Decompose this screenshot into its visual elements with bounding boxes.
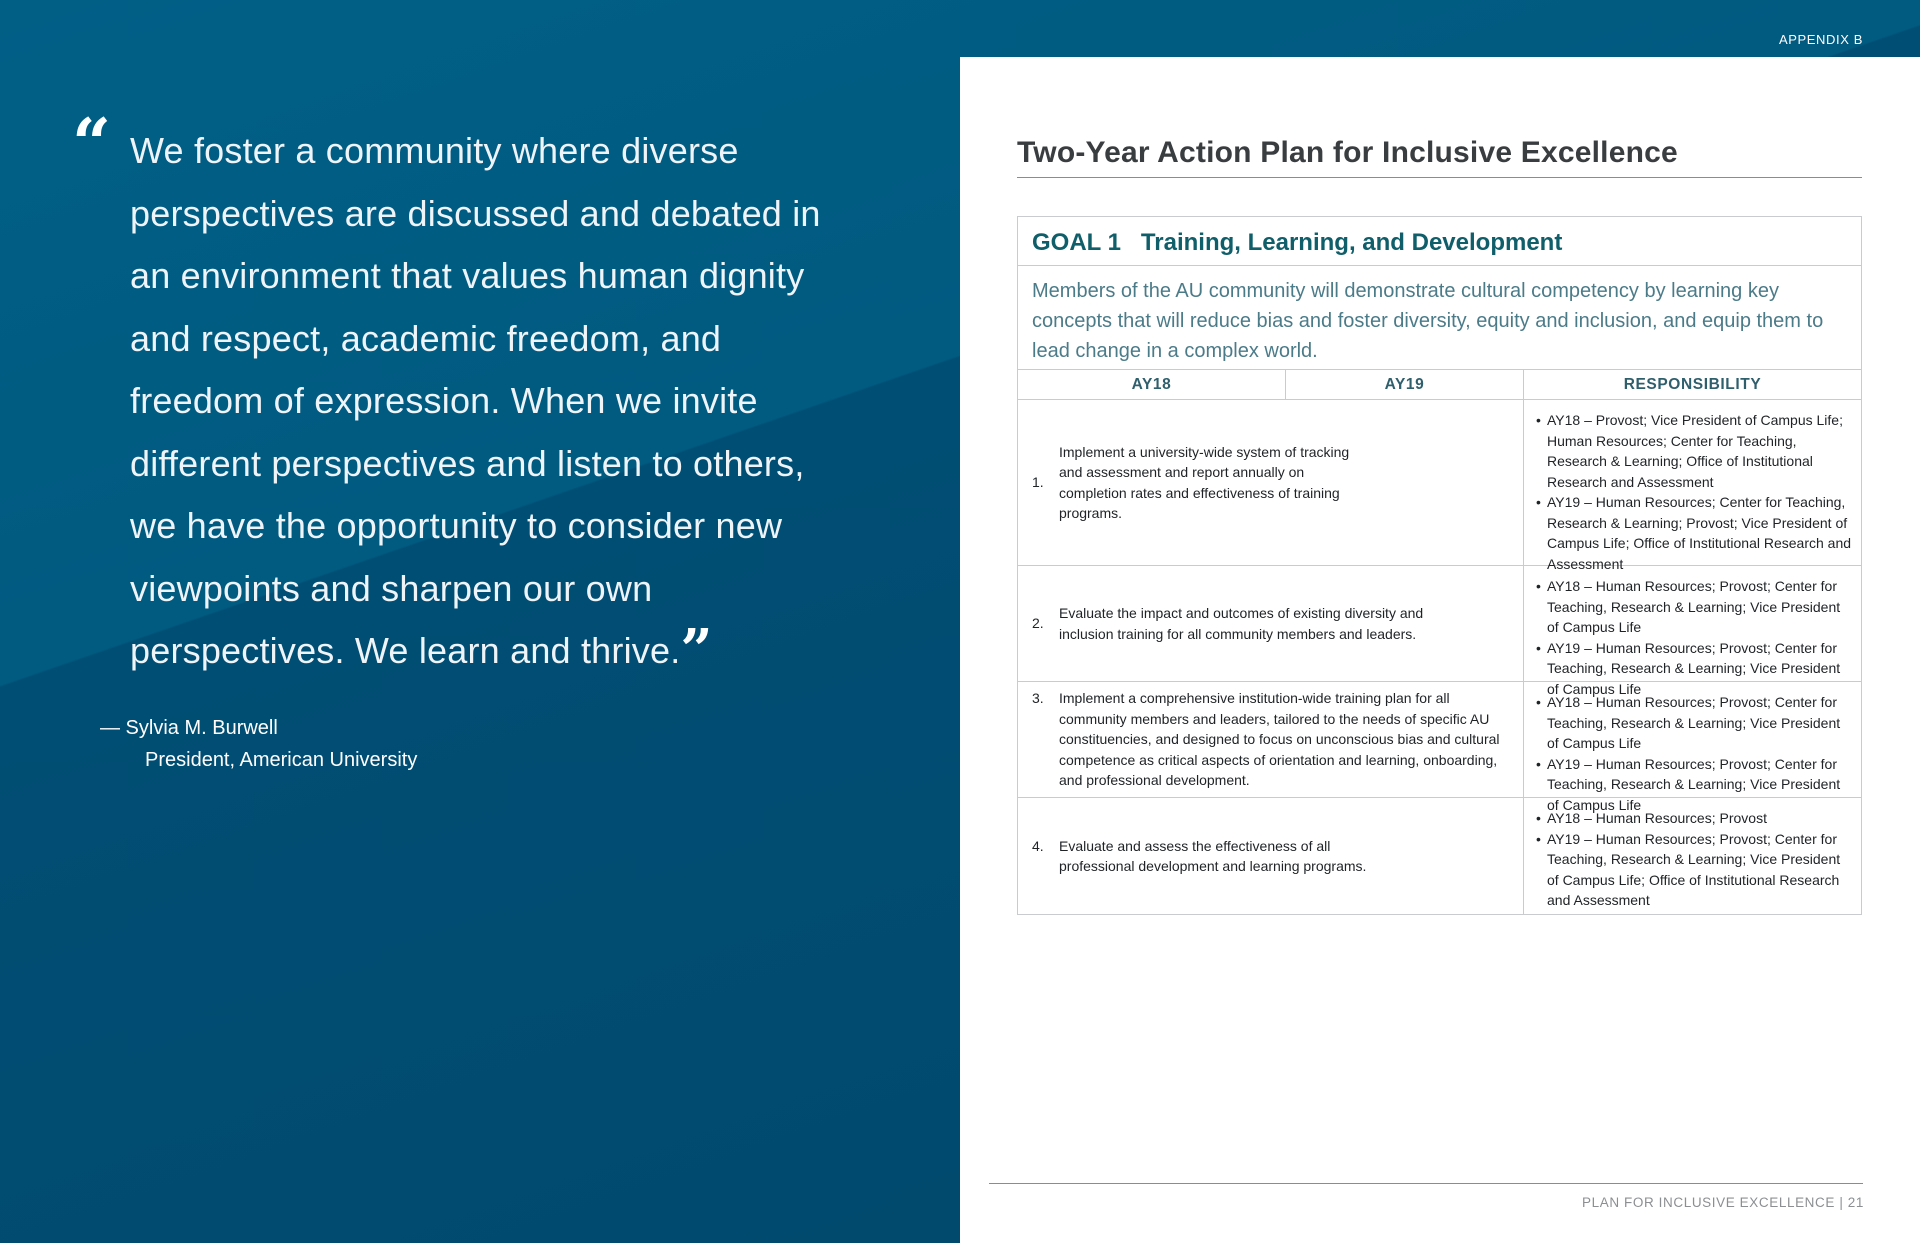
responsibility-text: AY19 – Human Resources; Provost; Center for Teaching, Research & Learning; Vice President of Campus Life	[1547, 755, 1841, 813]
open-quote-mark: “	[72, 104, 112, 184]
responsibility-text: AY18 – Provost; Vice President of Campus Life; Human Resources; Center for Teaching, Research & Learning; Office of Institutional Research and Assessment	[1547, 412, 1843, 490]
title-divider	[1017, 177, 1862, 178]
goal-header	[1018, 217, 1861, 266]
list-item: • AY18 – Human Resources; Provost	[1536, 808, 1851, 829]
list-item: • AY19 – Human Resources; Provost; Center for Teaching, Research & Learning; Vice President of Campus Life	[1536, 754, 1851, 816]
table-header-row	[1018, 370, 1861, 400]
responsibility-cell	[1524, 566, 1861, 697]
page-footer: PLAN FOR INCLUSIVE EXCELLENCE | 21	[1582, 1195, 1864, 1210]
list-item: • AY19 – Human Resources; Provost; Center for Teaching, Research & Learning; Vice President of Campus Life	[1536, 638, 1851, 700]
list-item: • AY19 – Human Resources; Center for Teaching, Research & Learning; Provost; Vice President of Campus Life; Office of Institutional Research and Assessment	[1536, 492, 1851, 574]
table-row	[1018, 682, 1861, 813]
quote-author: — Sylvia M. Burwell	[100, 717, 278, 739]
list-item: • AY19 – Human Resources; Provost; Center for Teaching, Research & Learning; Vice President of Campus Life; Office of Institutional Research and Assessment	[1536, 829, 1851, 911]
appendix-label: APPENDIX B	[1778, 32, 1863, 47]
action-text: Implement a university-wide system of tracking and assessment and report annually on completion rates and effectiveness of training programs.	[1059, 443, 1350, 521]
responsibility-text: AY19 – Human Resources; Provost; Center for Teaching, Research & Learning; Vice President of Campus Life; Office of Institutional Research and Assessment	[1547, 830, 1841, 908]
goal-name: Training, Learning, and Development	[1140, 229, 1563, 256]
action-cell	[1018, 400, 1524, 565]
quote-attribution	[100, 712, 418, 776]
action-number: 2.	[1032, 615, 1044, 632]
action-number: 4.	[1032, 837, 1044, 854]
responsibility-text: AY18 – Human Resources; Provost; Center for Teaching, Research & Learning; Vice President of Campus Life	[1547, 694, 1841, 751]
responsibility-text: AY18 – Human Resources; Provost	[1547, 810, 1767, 826]
responsibility-cell	[1524, 798, 1861, 914]
action-cell	[1018, 682, 1524, 797]
close-quote-mark: ”	[680, 617, 713, 683]
table-row	[1018, 400, 1861, 572]
pull-quote	[72, 104, 832, 683]
quote-text	[130, 120, 832, 683]
quote-author-title: President, American University	[145, 749, 418, 771]
responsibility-cell	[1524, 400, 1861, 572]
goal-number: GOAL 1	[1032, 229, 1121, 256]
quote-body: We foster a community where diverse perspectives are discussed and debated in an environment that values human dignity and respect, academic freedom, and freedom of expression. When we invite different perspectives and listen to others, we have the opportunity to consider new viewpoints and sharpen our own perspectives. We learn and thrive.	[130, 130, 821, 671]
column-header-responsibility: RESPONSIBILITY	[1623, 376, 1762, 393]
page-title: Two-Year Action Plan for Inclusive Excellence	[1017, 136, 1678, 169]
action-text: Evaluate and assess the effectiveness of all professional development and learning programs.	[1059, 837, 1367, 874]
action-number: 1.	[1032, 474, 1044, 491]
list-item: • AY18 – Human Resources; Provost; Center for Teaching, Research & Learning; Vice President of Campus Life	[1536, 692, 1851, 754]
table-row	[1018, 798, 1861, 914]
table-row	[1018, 566, 1861, 697]
list-item: • AY18 – Provost; Vice President of Campus Life; Human Resources; Center for Teaching, Research & Learning; Office of Institutional Research and Assessment	[1536, 410, 1851, 492]
goal-table	[1017, 216, 1862, 915]
column-header-ay18: AY18	[1018, 370, 1286, 399]
list-item: • AY18 – Human Resources; Provost; Center for Teaching, Research & Learning; Vice President of Campus Life	[1536, 576, 1851, 638]
responsibility-text: AY18 – Human Resources; Provost; Center for Teaching, Research & Learning; Vice President of Campus Life	[1547, 578, 1841, 635]
goal-description: Members of the AU community will demonstrate cultural competency by learning key concepts that will reduce bias and foster diversity, equity and inclusion, and equip them to lead change in a complex world.	[1018, 266, 1861, 370]
action-number: 3.	[1032, 690, 1044, 707]
action-text: Evaluate the impact and outcomes of existing diversity and inclusion training for all community members and leaders.	[1059, 605, 1424, 642]
column-header-ay19: AY19	[1286, 370, 1524, 399]
responsibility-text: AY19 – Human Resources; Provost; Center for Teaching, Research & Learning; Vice President of Campus Life	[1547, 639, 1841, 697]
responsibility-cell	[1524, 682, 1861, 813]
responsibility-text: AY19 – Human Resources; Center for Teaching, Research & Learning; Provost; Vice President of Campus Life; Office of Institutional Research and Assessment	[1547, 494, 1852, 572]
action-cell	[1018, 798, 1524, 914]
footer-divider	[989, 1183, 1863, 1184]
action-cell	[1018, 566, 1524, 681]
action-text: Implement a comprehensive institution-wide training plan for all community members and leaders, tailored to the needs of specific AU constituencies, and designed to focus on unconscious bias and cultural competence as critical aspects of orientation and learning, onboarding, and professional development.	[1059, 690, 1500, 789]
